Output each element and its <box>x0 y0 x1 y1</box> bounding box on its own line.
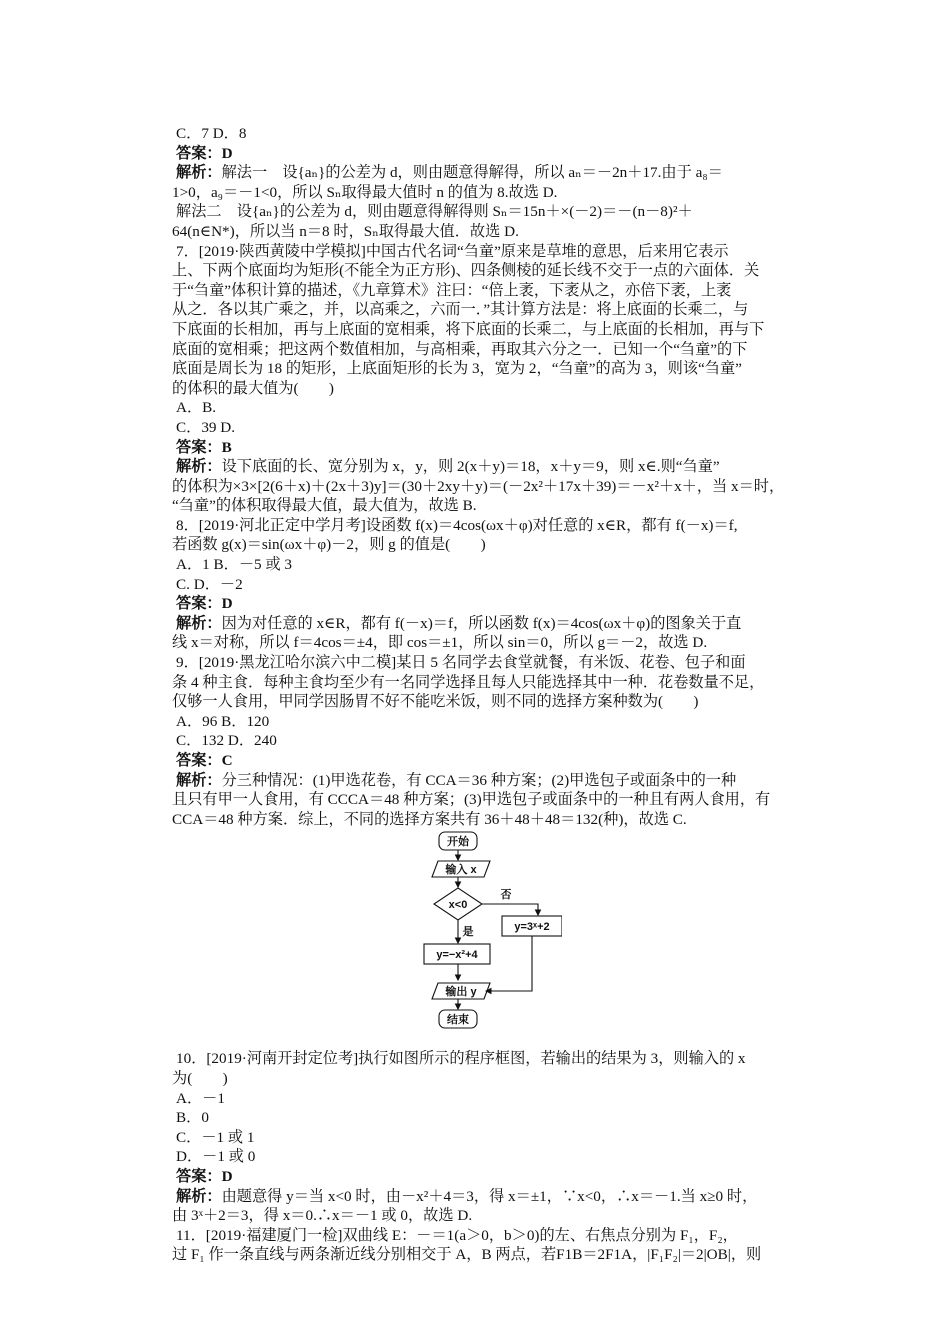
answer-line: 答案：D <box>176 1167 233 1185</box>
option-line: A．96 B．120 <box>176 712 270 730</box>
question-10-line: 为( ) <box>172 1069 228 1087</box>
answer-line: 答案：B <box>176 438 232 456</box>
option-line: D．－1 或 0 <box>176 1148 256 1166</box>
question-7-line: 从之．各以其广乘之，并，以高乘之，六而一．”其计算方法是：将上底面的长乘二，与 <box>172 301 749 319</box>
text-line: 的体积为×3×[2(6＋x)＋(2x＋3)y]＝(30＋2xy＋y)＝(－2x²＋17x＋39)＝－x²＋x＋，当 x＝时， <box>172 477 785 495</box>
flowchart <box>172 831 812 1045</box>
no-label: 否 <box>500 889 512 902</box>
answer-line: 答案：D <box>176 144 233 162</box>
solution-label: 解析： <box>176 614 222 632</box>
solution-line <box>172 771 812 791</box>
solution-label: 解析： <box>176 458 222 476</box>
solution-line <box>172 457 812 477</box>
text-line: 解法二 设{aₙ}的公差为 d，则由题意得解得则 Sₙ＝15n＋×(－2)＝－(n－8)²＋ <box>176 203 693 221</box>
answer-line: 答案：C <box>176 752 233 769</box>
solution-line <box>172 614 812 634</box>
text-line: CCA＝48 种方案．综上，不同的选择方案共有 36＋48＋48＝132(种)，故选 C. <box>172 810 687 828</box>
option-line: C．132 D．240 <box>176 732 277 750</box>
solution-text: 解法一 设{aₙ}的公差为 d，则由题意得解得，所以 aₙ＝－2n＋17.由于 a₈＝ <box>221 164 723 182</box>
output-label: 输出 y <box>445 986 477 999</box>
right-process-label: y=3ˣ+2 <box>514 921 550 934</box>
question-7-line: 底面的宽相乘；把这两个数值相加，与高相乘，再取其六分之一．已知一个“刍童”的下 <box>172 340 748 358</box>
question-8-line: 8．[2019·河北正定中学月考]设函数 f(x)＝4cos(ωx＋φ)对任意的 x∈R，都有 f(－x)＝f, <box>176 516 738 534</box>
solution-text: 因为对任意的 x∈R，都有 f(－x)＝f，所以函数 f(x)＝4cos(ωx＋φ)的图象关于直 <box>221 614 742 632</box>
answer-line: 答案：D <box>176 595 233 613</box>
left-process-label: y=−x²+4 <box>436 949 478 962</box>
solution-text: 由题意得 y＝当 x<0 时，由－x²＋4＝3，得 x＝±1，∵x<0，∴x＝－1.当 x≥0 时， <box>221 1187 758 1205</box>
question-7-line: 底面是周长为 18 的矩形，上底面矩形的长为 3，宽为 2，“刍童”的高为 3，则该“刍童” <box>172 360 742 378</box>
question-7-line: 上、下两个底面均为矩形(不能全为正方形)、四条侧棱的延长线不交于一点的六面体．关 <box>172 262 760 280</box>
question-7-line: 下底面的长相加，再与上底面的宽相乘，将下底面的长乘二，与上底面的长相加，再与下 <box>172 320 765 338</box>
text-line: C．7 D．8 <box>176 125 247 142</box>
option-line: C. D．－2 <box>176 575 243 593</box>
solution-line <box>172 1187 812 1207</box>
page-content <box>172 124 812 1265</box>
question-9-line: 9．[2019·黑龙江哈尔滨六中二模]某日 5 名同学去食堂就餐，有米饭、花卷、包子和面 <box>176 654 746 672</box>
solution-label: 解析： <box>176 164 222 182</box>
solution-label: 解析： <box>176 1187 222 1205</box>
question-8-line: 若函数 g(x)＝sin(ωx＋φ)－2，则 g 的值是( ) <box>172 536 486 554</box>
text-line: 64(n∈N*)，所以当 n＝8 时，Sₙ取得最大值．故选 D. <box>172 222 519 240</box>
question-7-line: 的体积的最大值为( ) <box>172 379 334 397</box>
solution-text: 设下底面的长、宽分别为 x，y，则 2(x＋y)＝18，x＋y＝9，则 x∈.则“刍童” <box>221 458 720 476</box>
text-line: 且只有甲一人食用，有 CCCA＝48 种方案；(3)甲选包子或面条中的一种且有两人食用，有 <box>172 791 771 809</box>
end-label: 结束 <box>447 1014 469 1027</box>
text-line: 1>0，a₉＝－1<0，所以 Sₙ取得最大值时 n 的值为 8.故选 D. <box>172 183 558 201</box>
input-label: 输入 x <box>445 864 477 877</box>
option-line: A．1 B．－5 或 3 <box>176 556 293 574</box>
question-11-line: 11．[2019·福建厦门一检]双曲线 E：－＝1(a＞0，b＞0)的左、右焦点分别为 F₁，F₂， <box>176 1226 738 1244</box>
option-line: C．39 D. <box>176 418 236 436</box>
question-10-line: 10．[2019·河南开封定位考]执行如图所示的程序框图，若输出的结果为 3，则输入的 x <box>176 1050 746 1068</box>
question-7-line: 7．[2019·陕西黄陵中学模拟]中国古代名词“刍童”原来是草堆的意思，后来用它表示 <box>176 242 729 260</box>
option-line: B．0 <box>176 1109 209 1127</box>
option-line: A．－1 <box>176 1089 225 1107</box>
flowchart-svg <box>422 831 562 1045</box>
option-line: A．B. <box>176 399 217 417</box>
condition-label: x<0 <box>448 899 468 912</box>
text-line: “刍童”的体积取得最大值，最大值为，故选 B. <box>172 497 477 515</box>
option-line: C．－1 或 1 <box>176 1128 255 1146</box>
start-label: 开始 <box>447 836 469 849</box>
text-line: 线 x＝对称，所以 f＝4cos＝±4，即 cos＝±1，所以 sin＝0，所以 g＝－2，故选 D. <box>172 634 708 652</box>
text-line: 由 3ˣ＋2＝3，得 x＝0.∴x＝－1 或 0，故选 D. <box>172 1207 473 1225</box>
question-11-line: 过 F₁ 作一条直线与两条渐近线分别相交于 A，B 两点，若F1B＝2F1A，|F₁F₂|＝2|OB|，则 <box>172 1246 762 1264</box>
question-7-line: 于“刍童”体积计算的描述，《九章算术》注曰：“倍上袤，下袤从之，亦倍下袤，上袤 <box>172 281 732 299</box>
yes-label: 是 <box>462 926 474 939</box>
solution-label: 解析： <box>176 771 222 789</box>
question-9-line: 条 4 种主食．每种主食均至少有一名同学选择且每人只能选择其中一种．花卷数量不足， <box>172 673 765 691</box>
question-9-line: 仅够一人食用，甲同学因肠胃不好不能吃米饭，则不同的选择方案种数为( ) <box>172 693 699 711</box>
solution-line <box>172 163 812 183</box>
solution-text: 分三种情况：(1)甲选花卷，有 CCA＝36 种方案；(2)甲选包子或面条中的一种 <box>221 771 737 789</box>
